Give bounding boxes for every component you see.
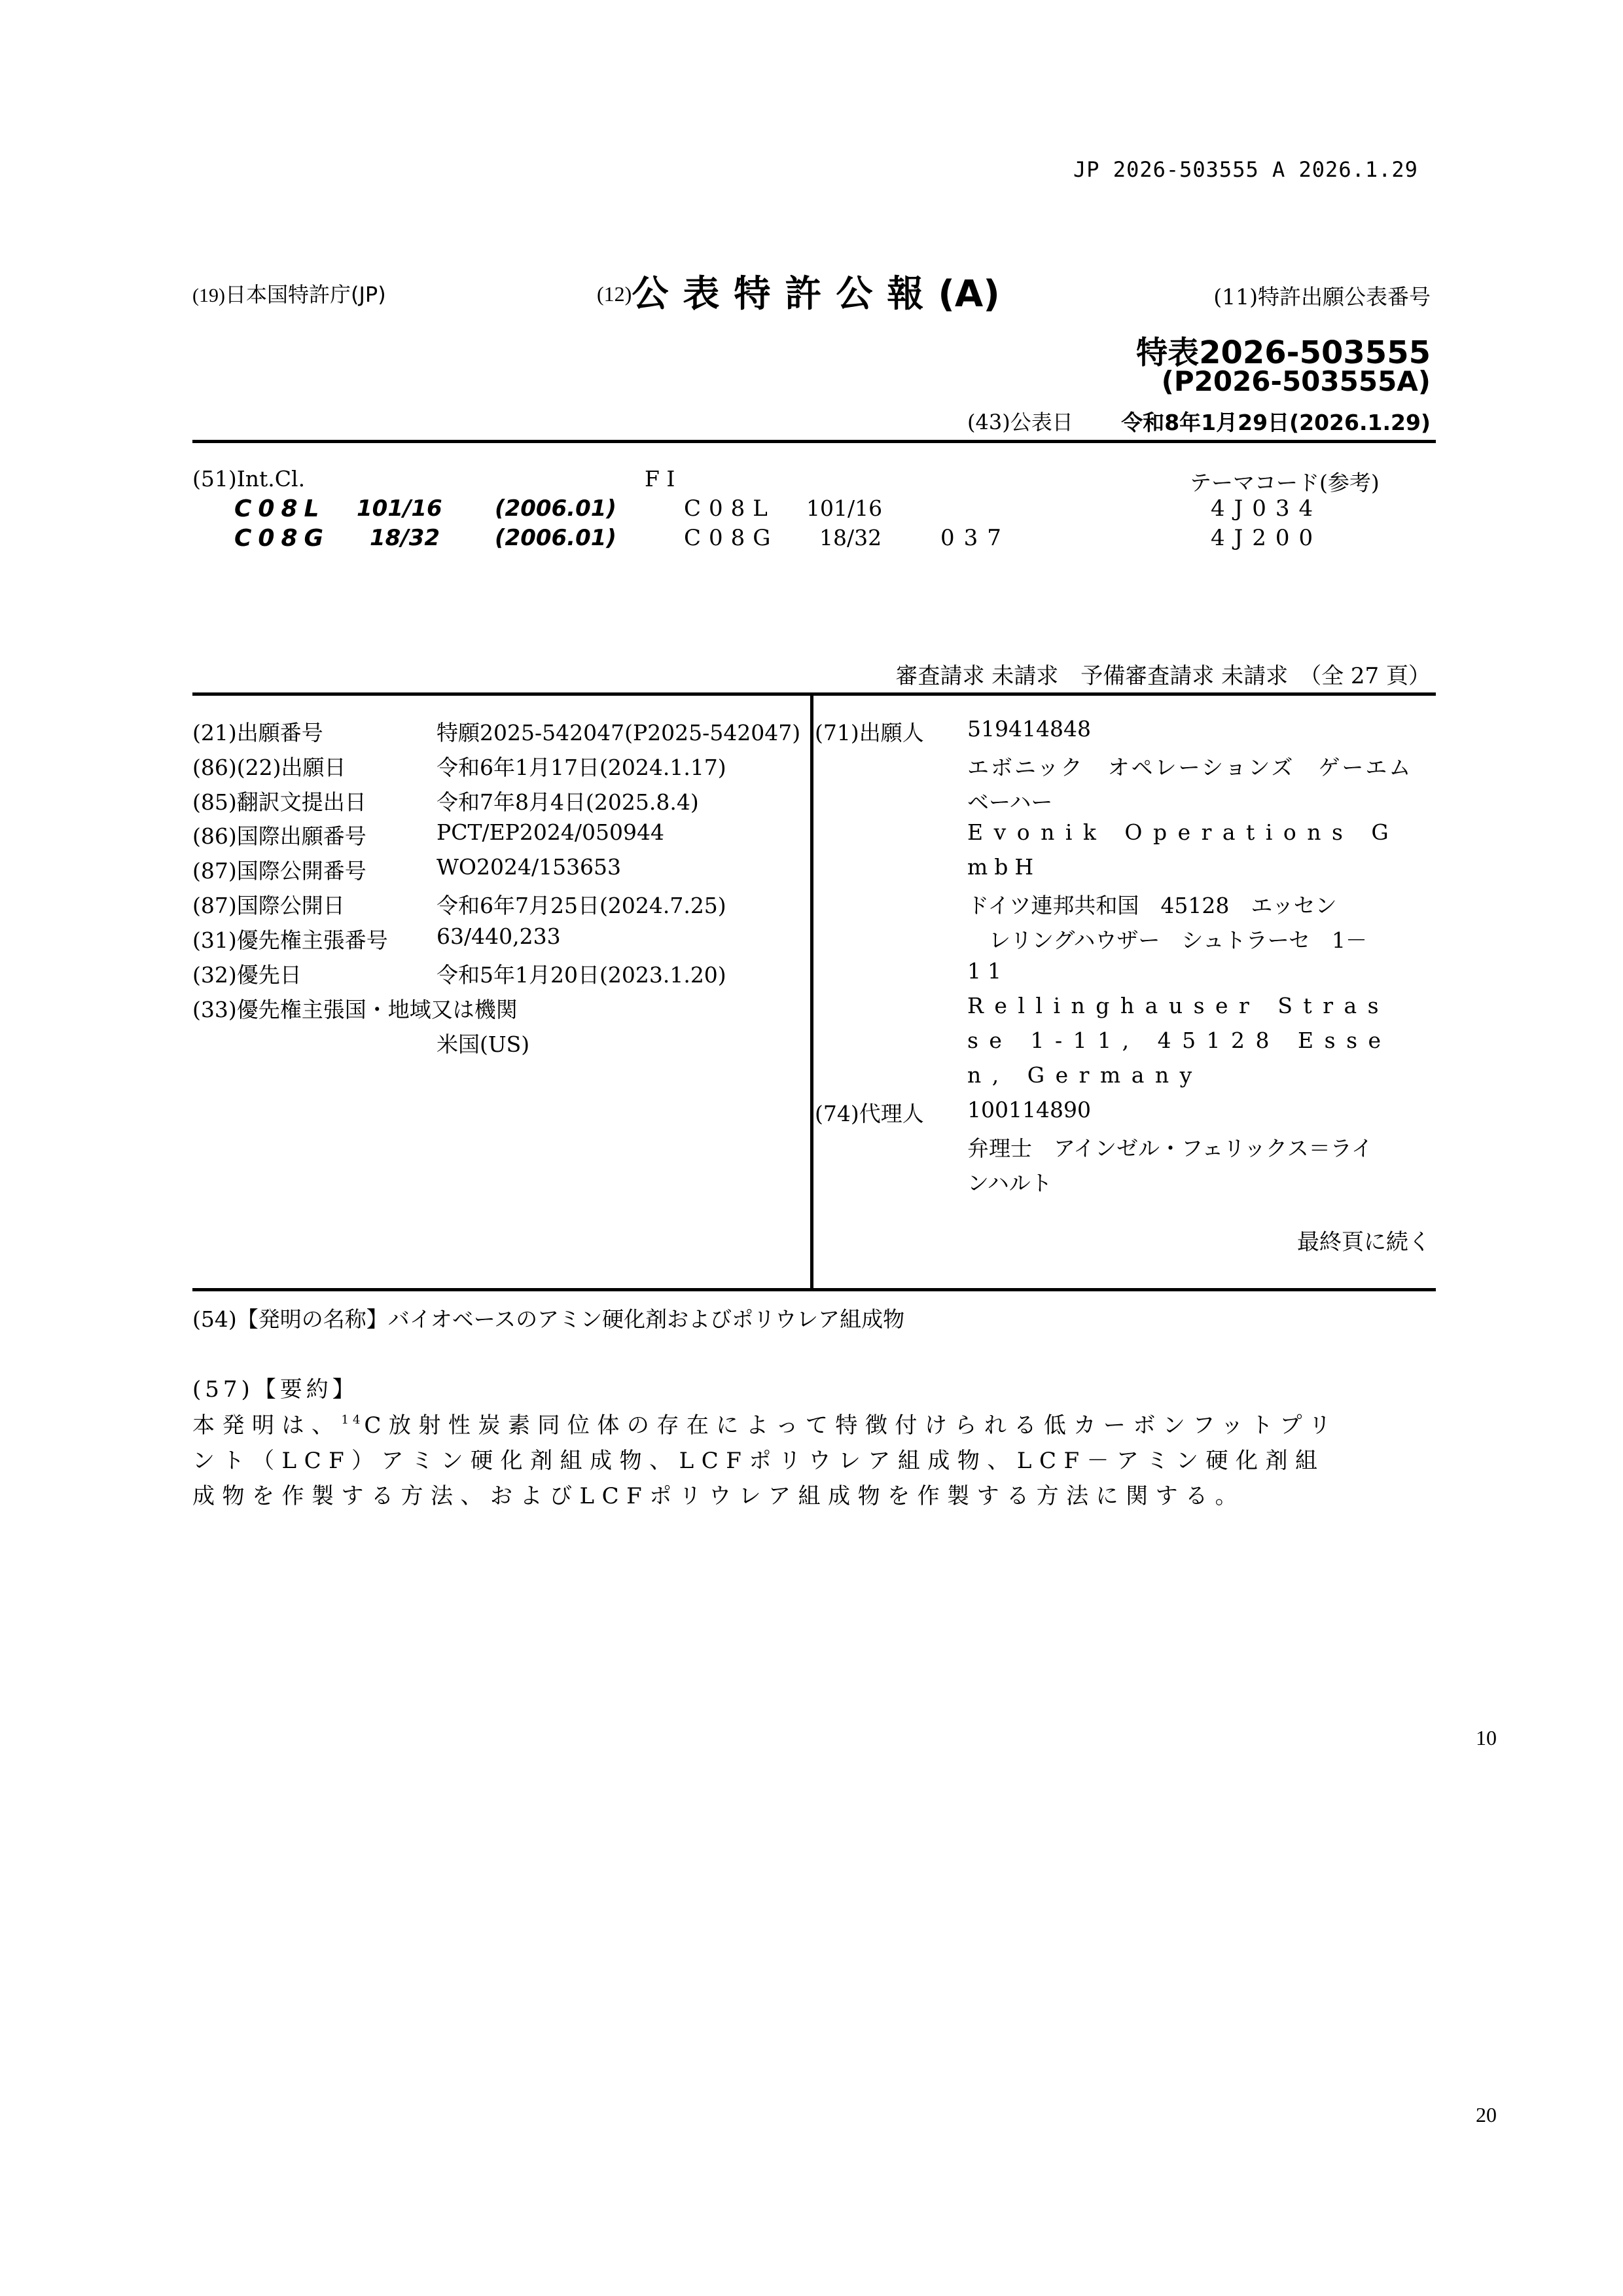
field-label: (86)国際出願番号 [192,823,366,849]
intcl-version: (2006.01) [495,495,616,522]
agent-line: 弁理士 アインゼル・フェリックス＝ライ [967,1136,1373,1161]
field-value: 特願2025-542047(P2025-542047) [437,720,801,745]
intcl-version: (2006.01) [495,525,616,551]
fi-extra-code: 037 [940,525,1010,551]
kind-code: (12) [597,282,632,306]
theme-code-label: テーマコード(参考) [1190,470,1380,495]
intcl-group: 101/16 [357,495,442,522]
column-divider [810,692,813,1291]
publication-number-alt: (P2026-503555A) [1161,365,1431,397]
publication-number: 特表2026-503555 [1136,334,1431,371]
field-value: 令和7年8月4日(2025.8.4) [437,789,699,815]
field-label: (33)優先権主張国・地域又は機関 [192,997,518,1022]
agent-line: 100114890 [967,1097,1091,1122]
applicant-line: レリングハウザー シュトラーセ 1－ [967,927,1368,953]
applicant-line: ドイツ連邦共和国 45128 エッセン [967,893,1337,918]
intcl-code: C08L [234,495,326,522]
field-label: (85)翻訳文提出日 [192,789,366,815]
theme-code: 4J034 [1211,495,1323,522]
fi-group: 18/32 [819,525,882,550]
applicant-line: Rellinghauser Stras [967,993,1390,1018]
applicant-label: (71)出願人 [815,720,924,745]
applicant-line: se 1-11, 45128 Esse [967,1028,1392,1053]
margin-line-number: 20 [1476,2103,1497,2126]
applicant-line: mbH [967,854,1041,880]
continued-note: 最終頁に続く [1297,1229,1431,1255]
applicant-line: Evonik Operations G [967,819,1400,845]
publication-number-label: (11)特許出願公表番号 [1213,284,1431,310]
field-value: 63/440,233 [437,924,561,949]
invention-title: (54)【発明の名称】バイオベースのアミン硬化剤およびポリウレア組成物 [192,1306,905,1332]
field-label: (86)(22)出願日 [192,755,346,780]
field-label: (87)国際公開番号 [192,858,366,884]
document-id-header: JP 2026-503555 A 2026.1.29 [1073,157,1418,182]
kind-suffix: (A) [938,273,1000,315]
applicant-line: 11 [967,958,1008,984]
applicant-line: エボニック オペレーションズ ゲーエム [967,755,1413,780]
fi-code: C08L [684,495,776,522]
abstract-heading: (57)【要約】 [192,1376,359,1403]
field-label: (32)優先日 [192,962,302,988]
fi-code: C08G [684,525,779,551]
field-value: 令和6年1月17日(2024.1.17) [437,755,726,780]
patent-office [192,278,386,308]
divider-rule [192,1288,1436,1291]
intcl-code: C08G [234,525,330,552]
abstract-text: 本発明は、 [192,1412,342,1439]
fi-label: F I [645,466,675,492]
abstract-line: ント（LCF）アミン硬化剤組成物、LCFポリウレア組成物、LCF－アミン硬化剤組 [192,1448,1325,1474]
applicant-line: 519414848 [967,716,1091,742]
field-value: 令和6年7月25日(2024.7.25) [437,893,726,918]
applicant-line: n, Germany [967,1062,1203,1088]
abstract-line: 成物を作製する方法、およびLCFポリウレア組成物を作製する方法に関する。 [192,1483,1245,1509]
document-kind [597,265,1000,317]
office-code: (19) [192,285,225,306]
applicant-line: ベーハー [967,789,1053,815]
abstract-line [192,1407,1338,1439]
field-value: WO2024/153653 [437,854,622,880]
intcl-group: 18/32 [370,525,440,551]
publication-date-label: (43)公表日 [967,410,1073,435]
divider-rule [192,440,1436,443]
theme-code: 4J200 [1211,525,1323,551]
divider-rule [192,692,1436,696]
field-label: (87)国際公開日 [192,893,345,918]
publication-date: 令和8年1月29日(2026.1.29) [1121,410,1431,435]
field-label: (21)出願番号 [192,720,323,745]
agent-line: ンハルト [967,1170,1052,1196]
field-value: 令和5年1月20日(2023.1.20) [437,962,726,988]
field-value: 米国(US) [437,1031,530,1057]
abstract-text: C放射性炭素同位体の存在によって特徴付けられる低カーボンフットプリ [364,1412,1339,1439]
agent-label: (74)代理人 [815,1101,924,1126]
examination-status: 審査請求 未請求 予備審査請求 未請求 （全 27 頁） [895,663,1431,689]
intcl-label: (51)Int.Cl. [192,466,306,492]
isotope-superscript: 14 [341,1413,365,1427]
field-label: (31)優先権主張番号 [192,927,388,953]
fi-group: 101/16 [806,495,883,521]
field-value: PCT/EP2024/050944 [437,819,664,845]
kind-title: 公表特許公報 [632,273,938,315]
office-name: 日本国特許庁(JP) [224,282,386,307]
margin-line-number: 10 [1476,1726,1497,1749]
